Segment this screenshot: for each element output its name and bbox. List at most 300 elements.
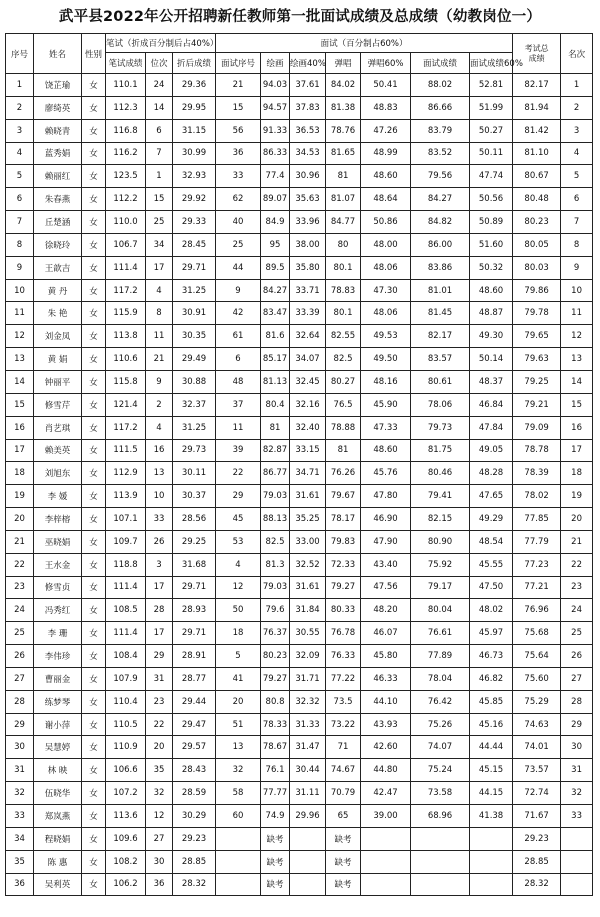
cell-interview60: 45.85 — [470, 690, 513, 713]
cell-painting: 79.27 — [261, 667, 290, 690]
cell-total: 80.48 — [513, 188, 561, 211]
cell-interview-score: 86.66 — [411, 96, 470, 119]
page-bottom-edge — [0, 905, 600, 917]
cell-painting40 — [290, 850, 326, 873]
cell-painting40: 32.45 — [290, 370, 326, 393]
cell-index: 24 — [6, 599, 34, 622]
cell-name: 程晓娟 — [34, 827, 82, 850]
cell-name: 黄 娟 — [34, 348, 82, 371]
cell-singing60: 48.16 — [361, 370, 411, 393]
cell-interview-order: 62 — [216, 188, 261, 211]
cell-written-score: 110.4 — [106, 690, 146, 713]
cell-interview-score: 73.58 — [411, 782, 470, 805]
cell-total: 75.29 — [513, 690, 561, 713]
cell-interview-score: 77.89 — [411, 645, 470, 668]
cell-written-pos: 34 — [146, 233, 173, 256]
table-row — [6, 553, 593, 576]
cell-written-score: 110.9 — [106, 736, 146, 759]
cell-interview-order: 18 — [216, 622, 261, 645]
cell-rank — [561, 827, 593, 850]
cell-interview60: 45.97 — [470, 622, 513, 645]
cell-interview-order: 50 — [216, 599, 261, 622]
cell-gender: 女 — [82, 645, 106, 668]
cell-interview60: 47.84 — [470, 416, 513, 439]
cell-singing: 76.33 — [326, 645, 361, 668]
cell-index: 10 — [6, 279, 34, 302]
cell-name: 李梓榕 — [34, 508, 82, 531]
cell-written-score: 113.9 — [106, 485, 146, 508]
table-row — [6, 850, 593, 873]
cell-index: 18 — [6, 462, 34, 485]
cell-interview-order: 60 — [216, 805, 261, 828]
cell-written-pos: 22 — [146, 713, 173, 736]
cell-written-converted: 29.47 — [173, 713, 216, 736]
cell-index: 6 — [6, 188, 34, 211]
cell-index: 26 — [6, 645, 34, 668]
cell-written-converted: 31.15 — [173, 119, 216, 142]
cell-name: 吴慧婷 — [34, 736, 82, 759]
cell-painting40: 31.33 — [290, 713, 326, 736]
cell-rank: 20 — [561, 508, 593, 531]
cell-written-score: 112.9 — [106, 462, 146, 485]
cell-written-pos: 27 — [146, 827, 173, 850]
cell-singing: 84.77 — [326, 211, 361, 234]
cell-rank: 14 — [561, 370, 593, 393]
cell-interview-score — [411, 827, 470, 850]
cell-interview-score — [411, 873, 470, 896]
cell-written-converted: 31.25 — [173, 279, 216, 302]
cell-index: 21 — [6, 530, 34, 553]
cell-interview-order: 33 — [216, 165, 261, 188]
cell-written-score: 109.7 — [106, 530, 146, 553]
cell-written-pos: 30 — [146, 850, 173, 873]
cell-name: 修雪贞 — [34, 576, 82, 599]
cell-interview60: 47.74 — [470, 165, 513, 188]
cell-interview-order: 4 — [216, 553, 261, 576]
cell-rank: 10 — [561, 279, 593, 302]
cell-written-score: 110.6 — [106, 348, 146, 371]
cell-singing: 81.65 — [326, 142, 361, 165]
cell-interview-score: 83.57 — [411, 348, 470, 371]
cell-written-pos: 8 — [146, 302, 173, 325]
cell-written-pos: 36 — [146, 873, 173, 896]
cell-singing: 71 — [326, 736, 361, 759]
cell-written-score: 106.2 — [106, 873, 146, 896]
cell-interview-score: 79.73 — [411, 416, 470, 439]
cell-written-converted: 28.45 — [173, 233, 216, 256]
cell-written-pos: 29 — [146, 645, 173, 668]
cell-singing: 81 — [326, 165, 361, 188]
cell-painting40: 30.55 — [290, 622, 326, 645]
cell-gender: 女 — [82, 462, 106, 485]
cell-gender: 女 — [82, 485, 106, 508]
table-row — [6, 233, 593, 256]
cell-total: 81.94 — [513, 96, 561, 119]
cell-written-score: 110.5 — [106, 713, 146, 736]
table-body — [6, 74, 593, 896]
cell-interview-order: 29 — [216, 485, 261, 508]
cell-total: 80.03 — [513, 256, 561, 279]
cell-total: 71.67 — [513, 805, 561, 828]
cell-gender: 女 — [82, 96, 106, 119]
cell-written-score: 116.8 — [106, 119, 146, 142]
cell-singing: 81.07 — [326, 188, 361, 211]
cell-interview-order: 15 — [216, 96, 261, 119]
cell-rank: 17 — [561, 439, 593, 462]
cell-painting: 95 — [261, 233, 290, 256]
cell-gender: 女 — [82, 850, 106, 873]
cell-written-score: 106.7 — [106, 233, 146, 256]
cell-interview-order: 11 — [216, 416, 261, 439]
cell-painting: 79.6 — [261, 599, 290, 622]
cell-total: 79.78 — [513, 302, 561, 325]
cell-written-converted: 31.68 — [173, 553, 216, 576]
cell-singing: 80.1 — [326, 256, 361, 279]
cell-index: 19 — [6, 485, 34, 508]
cell-name: 林 映 — [34, 759, 82, 782]
header-index: 序号 — [6, 34, 34, 74]
cell-painting40: 36.53 — [290, 119, 326, 142]
cell-written-pos: 26 — [146, 530, 173, 553]
table-row — [6, 119, 593, 142]
cell-name: 蓝秀娟 — [34, 142, 82, 165]
cell-singing60: 43.93 — [361, 713, 411, 736]
cell-written-pos: 17 — [146, 256, 173, 279]
cell-singing60: 47.33 — [361, 416, 411, 439]
cell-singing60: 45.80 — [361, 645, 411, 668]
cell-painting40: 32.16 — [290, 393, 326, 416]
header-singing: 弹唱 — [326, 53, 361, 74]
cell-total: 77.79 — [513, 530, 561, 553]
cell-singing60: 48.99 — [361, 142, 411, 165]
cell-interview-score: 80.61 — [411, 370, 470, 393]
cell-gender: 女 — [82, 599, 106, 622]
cell-interview60: 51.99 — [470, 96, 513, 119]
cell-written-pos: 7 — [146, 142, 173, 165]
cell-painting40: 32.32 — [290, 690, 326, 713]
table-row — [6, 393, 593, 416]
cell-painting40: 33.15 — [290, 439, 326, 462]
cell-index: 16 — [6, 416, 34, 439]
cell-written-pos: 21 — [146, 348, 173, 371]
table-row — [6, 782, 593, 805]
cell-gender: 女 — [82, 667, 106, 690]
cell-singing60: 48.00 — [361, 233, 411, 256]
cell-written-pos: 4 — [146, 416, 173, 439]
cell-rank: 11 — [561, 302, 593, 325]
cell-singing60: 47.26 — [361, 119, 411, 142]
cell-total: 79.09 — [513, 416, 561, 439]
cell-interview60: 50.89 — [470, 211, 513, 234]
cell-total: 74.01 — [513, 736, 561, 759]
cell-interview60: 47.65 — [470, 485, 513, 508]
table-row — [6, 302, 593, 325]
header-written-pos: 位次 — [146, 53, 173, 74]
cell-name: 练梦琴 — [34, 690, 82, 713]
cell-written-pos: 16 — [146, 439, 173, 462]
cell-interview60: 52.81 — [470, 74, 513, 97]
cell-name: 吴利英 — [34, 873, 82, 896]
cell-written-score: 111.4 — [106, 256, 146, 279]
cell-gender: 女 — [82, 759, 106, 782]
cell-rank: 21 — [561, 530, 593, 553]
cell-interview-score: 78.04 — [411, 667, 470, 690]
cell-name: 朱 艳 — [34, 302, 82, 325]
header-gender: 性别 — [82, 34, 106, 74]
cell-index: 7 — [6, 211, 34, 234]
cell-written-pos: 25 — [146, 211, 173, 234]
cell-interview60: 46.84 — [470, 393, 513, 416]
cell-interview60: 48.60 — [470, 279, 513, 302]
cell-singing60: 49.53 — [361, 325, 411, 348]
cell-written-score: 115.8 — [106, 370, 146, 393]
cell-name: 钟丽平 — [34, 370, 82, 393]
cell-interview-order: 45 — [216, 508, 261, 531]
cell-interview-order: 58 — [216, 782, 261, 805]
cell-singing60: 47.90 — [361, 530, 411, 553]
cell-index: 13 — [6, 348, 34, 371]
cell-interview60 — [470, 873, 513, 896]
cell-interview-score: 68.96 — [411, 805, 470, 828]
cell-index: 29 — [6, 713, 34, 736]
cell-written-score: 113.8 — [106, 325, 146, 348]
cell-name: 赖晓青 — [34, 119, 82, 142]
cell-interview60: 48.54 — [470, 530, 513, 553]
header-painting: 绘画 — [261, 53, 290, 74]
cell-singing60: 44.10 — [361, 690, 411, 713]
cell-total: 78.78 — [513, 439, 561, 462]
cell-singing60: 48.83 — [361, 96, 411, 119]
cell-index: 23 — [6, 576, 34, 599]
cell-interview-score: 80.46 — [411, 462, 470, 485]
cell-total: 76.96 — [513, 599, 561, 622]
cell-total: 74.63 — [513, 713, 561, 736]
cell-written-pos: 15 — [146, 188, 173, 211]
header-rank: 名次 — [561, 34, 593, 74]
table-row — [6, 622, 593, 645]
cell-painting40: 30.96 — [290, 165, 326, 188]
cell-painting40: 31.84 — [290, 599, 326, 622]
cell-singing: 80 — [326, 233, 361, 256]
cell-interview60 — [470, 827, 513, 850]
cell-singing60: 42.47 — [361, 782, 411, 805]
cell-painting: 81 — [261, 416, 290, 439]
cell-painting: 86.77 — [261, 462, 290, 485]
cell-interview60: 50.14 — [470, 348, 513, 371]
cell-rank: 7 — [561, 211, 593, 234]
cell-name: 黄 丹 — [34, 279, 82, 302]
cell-written-pos: 20 — [146, 736, 173, 759]
cell-written-score: 110.1 — [106, 74, 146, 97]
cell-interview-order: 51 — [216, 713, 261, 736]
cell-written-score: 116.2 — [106, 142, 146, 165]
cell-written-converted: 29.73 — [173, 439, 216, 462]
cell-written-converted: 30.91 — [173, 302, 216, 325]
cell-index: 36 — [6, 873, 34, 896]
cell-rank: 31 — [561, 759, 593, 782]
cell-written-converted: 29.49 — [173, 348, 216, 371]
cell-interview-order: 25 — [216, 233, 261, 256]
cell-rank — [561, 873, 593, 896]
cell-interview-order: 22 — [216, 462, 261, 485]
cell-written-converted: 29.23 — [173, 827, 216, 850]
cell-painting40: 35.63 — [290, 188, 326, 211]
cell-interview60: 49.30 — [470, 325, 513, 348]
cell-index: 5 — [6, 165, 34, 188]
cell-interview-order: 61 — [216, 325, 261, 348]
cell-interview-score: 75.26 — [411, 713, 470, 736]
cell-gender: 女 — [82, 576, 106, 599]
cell-written-pos: 13 — [146, 462, 173, 485]
cell-total: 79.25 — [513, 370, 561, 393]
cell-gender: 女 — [82, 233, 106, 256]
cell-name: 刘旭东 — [34, 462, 82, 485]
cell-rank: 9 — [561, 256, 593, 279]
cell-name: 赖丽红 — [34, 165, 82, 188]
cell-index: 1 — [6, 74, 34, 97]
cell-total: 77.85 — [513, 508, 561, 531]
cell-gender: 女 — [82, 142, 106, 165]
cell-interview60: 48.28 — [470, 462, 513, 485]
table-row — [6, 667, 593, 690]
cell-singing60: 46.90 — [361, 508, 411, 531]
cell-painting40: 33.00 — [290, 530, 326, 553]
cell-rank: 25 — [561, 622, 593, 645]
cell-interview-score: 84.82 — [411, 211, 470, 234]
table-row — [6, 74, 593, 97]
cell-painting: 91.33 — [261, 119, 290, 142]
cell-gender: 女 — [82, 530, 106, 553]
cell-rank: 8 — [561, 233, 593, 256]
cell-singing60: 47.30 — [361, 279, 411, 302]
cell-gender: 女 — [82, 713, 106, 736]
cell-name: 丘楚涵 — [34, 211, 82, 234]
cell-written-pos: 33 — [146, 508, 173, 531]
cell-interview-order: 6 — [216, 348, 261, 371]
cell-index: 35 — [6, 850, 34, 873]
cell-total: 77.23 — [513, 553, 561, 576]
cell-written-pos: 1 — [146, 165, 173, 188]
cell-interview60: 50.32 — [470, 256, 513, 279]
cell-interview60: 51.60 — [470, 233, 513, 256]
cell-total: 75.64 — [513, 645, 561, 668]
header-interview-score: 面试成绩 — [411, 53, 470, 74]
cell-interview-score: 79.41 — [411, 485, 470, 508]
cell-singing: 78.83 — [326, 279, 361, 302]
cell-index: 30 — [6, 736, 34, 759]
table-row — [6, 96, 593, 119]
cell-name: 刘金凤 — [34, 325, 82, 348]
cell-singing60: 48.64 — [361, 188, 411, 211]
cell-written-score: 117.2 — [106, 279, 146, 302]
cell-interview-score: 81.45 — [411, 302, 470, 325]
cell-name: 李 珊 — [34, 622, 82, 645]
cell-written-pos: 14 — [146, 96, 173, 119]
cell-painting: 80.23 — [261, 645, 290, 668]
cell-painting40: 38.00 — [290, 233, 326, 256]
cell-singing60: 50.86 — [361, 211, 411, 234]
cell-total: 79.86 — [513, 279, 561, 302]
cell-written-converted: 29.71 — [173, 576, 216, 599]
cell-name: 王水金 — [34, 553, 82, 576]
cell-index: 4 — [6, 142, 34, 165]
table-row — [6, 188, 593, 211]
cell-rank: 12 — [561, 325, 593, 348]
cell-singing: 84.02 — [326, 74, 361, 97]
cell-singing: 81 — [326, 439, 361, 462]
cell-index: 2 — [6, 96, 34, 119]
cell-written-pos: 10 — [146, 485, 173, 508]
cell-written-score: 108.5 — [106, 599, 146, 622]
cell-written-converted: 28.59 — [173, 782, 216, 805]
cell-interview-score: 83.52 — [411, 142, 470, 165]
table-row — [6, 827, 593, 850]
cell-written-pos: 35 — [146, 759, 173, 782]
cell-interview60: 45.55 — [470, 553, 513, 576]
table-row — [6, 508, 593, 531]
cell-painting: 81.6 — [261, 325, 290, 348]
cell-gender: 女 — [82, 622, 106, 645]
table-row — [6, 759, 593, 782]
cell-index: 15 — [6, 393, 34, 416]
cell-written-converted: 28.32 — [173, 873, 216, 896]
cell-index: 27 — [6, 667, 34, 690]
table-row — [6, 370, 593, 393]
cell-singing60: 44.80 — [361, 759, 411, 782]
cell-index: 8 — [6, 233, 34, 256]
cell-painting: 缺考 — [261, 850, 290, 873]
cell-painting: 94.57 — [261, 96, 290, 119]
cell-singing: 76.5 — [326, 393, 361, 416]
cell-gender: 女 — [82, 690, 106, 713]
cell-painting40: 31.61 — [290, 576, 326, 599]
cell-written-converted: 30.11 — [173, 462, 216, 485]
cell-painting: 84.9 — [261, 211, 290, 234]
cell-singing: 81.38 — [326, 96, 361, 119]
cell-painting40: 33.39 — [290, 302, 326, 325]
cell-interview-score: 81.75 — [411, 439, 470, 462]
cell-index: 31 — [6, 759, 34, 782]
cell-painting40: 33.71 — [290, 279, 326, 302]
cell-singing60: 39.00 — [361, 805, 411, 828]
cell-rank: 32 — [561, 782, 593, 805]
cell-total: 80.23 — [513, 211, 561, 234]
cell-interview60: 45.15 — [470, 759, 513, 782]
cell-name: 郑岚燕 — [34, 805, 82, 828]
cell-written-converted: 30.88 — [173, 370, 216, 393]
cell-gender: 女 — [82, 736, 106, 759]
cell-interview-order — [216, 850, 261, 873]
cell-singing60: 47.80 — [361, 485, 411, 508]
page-title: 武平县2022年公开招聘新任教师第一批面试成绩及总成绩（幼教岗位一） — [58, 9, 542, 25]
cell-written-converted: 32.37 — [173, 393, 216, 416]
cell-name: 朱春燕 — [34, 188, 82, 211]
cell-rank: 4 — [561, 142, 593, 165]
cell-interview60: 50.27 — [470, 119, 513, 142]
cell-rank: 30 — [561, 736, 593, 759]
cell-gender: 女 — [82, 416, 106, 439]
header-total-label: 考试总成绩 — [524, 43, 549, 63]
cell-rank: 1 — [561, 74, 593, 97]
cell-written-converted: 29.33 — [173, 211, 216, 234]
cell-painting40: 33.96 — [290, 211, 326, 234]
cell-rank: 2 — [561, 96, 593, 119]
cell-rank: 26 — [561, 645, 593, 668]
cell-rank: 6 — [561, 188, 593, 211]
cell-written-score: 115.9 — [106, 302, 146, 325]
cell-painting: 78.33 — [261, 713, 290, 736]
cell-interview-order: 48 — [216, 370, 261, 393]
